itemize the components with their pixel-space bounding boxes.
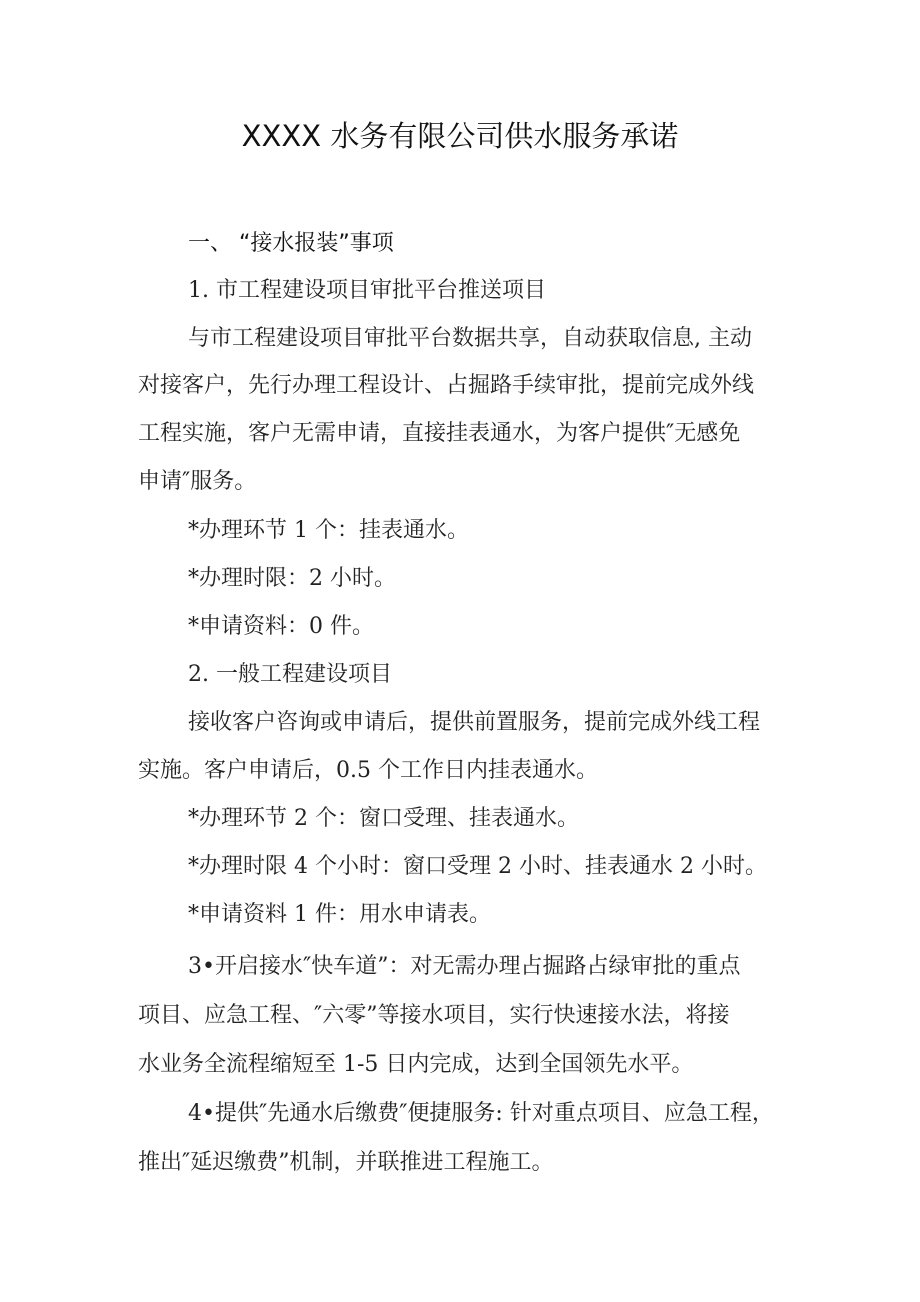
item3-paragraph-line: 项目、应急工程、″六零”等接水项目，实行快速接水法，将接 xyxy=(138,1003,730,1028)
item1-bullet: *办理时限：2 小时。 xyxy=(188,566,396,591)
item1-paragraph-line: 对接客户，先行办理工程设计、占掘路手续审批，提前完成外线 xyxy=(138,373,755,398)
item1-paragraph-line: 申请″服务。 xyxy=(138,469,257,494)
item2-bullet: *申请资料 1 件：用水申请表。 xyxy=(188,902,491,927)
item1-paragraph-line: 工程实施，客户无需申请，直接挂表通水，为客户提供″无感免 xyxy=(138,421,741,446)
item2-paragraph-line: 实施。客户申请后，0.5 个工作日内挂表通水。 xyxy=(138,758,598,783)
item2-bullet: *办理环节 2 个：窗口受理、挂表通水。 xyxy=(188,806,579,831)
item1-heading: 1. 市工程建设项目审批平台推送项目 xyxy=(188,278,546,303)
item3-paragraph-line: 水业务全流程缩短至 1-5 日内完成，达到全国领先水平。 xyxy=(138,1052,694,1077)
item1-bullet: *申请资料：0 件。 xyxy=(188,614,374,639)
item4-paragraph-line: 推出″延迟缴费”机制，并联推进工程施工。 xyxy=(138,1150,554,1175)
item4-paragraph-line: 4•提供″先通水后缴费″便捷服务: 针对重点项目、应急工程， xyxy=(188,1101,774,1126)
item2-heading: 2. 一般工程建设项目 xyxy=(188,662,392,687)
item1-paragraph-line: 与市工程建设项目审批平台数据共享，自动获取信息, 主动 xyxy=(188,326,752,351)
item3-paragraph-line: 3•开启接水″快车道”：对无需办理占掘路占绿审批的重点 xyxy=(188,954,741,979)
item1-bullet: *办理环节 1 个：挂表通水。 xyxy=(188,518,469,543)
section-heading: 一、 “接水报装”事项 xyxy=(188,231,394,256)
item2-paragraph-line: 接收客户咨询或申请后，提供前置服务，提前完成外线工程 xyxy=(188,710,761,735)
item2-bullet: *办理时限 4 个小时：窗口受理 2 小时、挂表通水 2 小时。 xyxy=(188,854,767,879)
document-title: XXXX 水务有限公司供水服务承诺 xyxy=(241,119,679,153)
